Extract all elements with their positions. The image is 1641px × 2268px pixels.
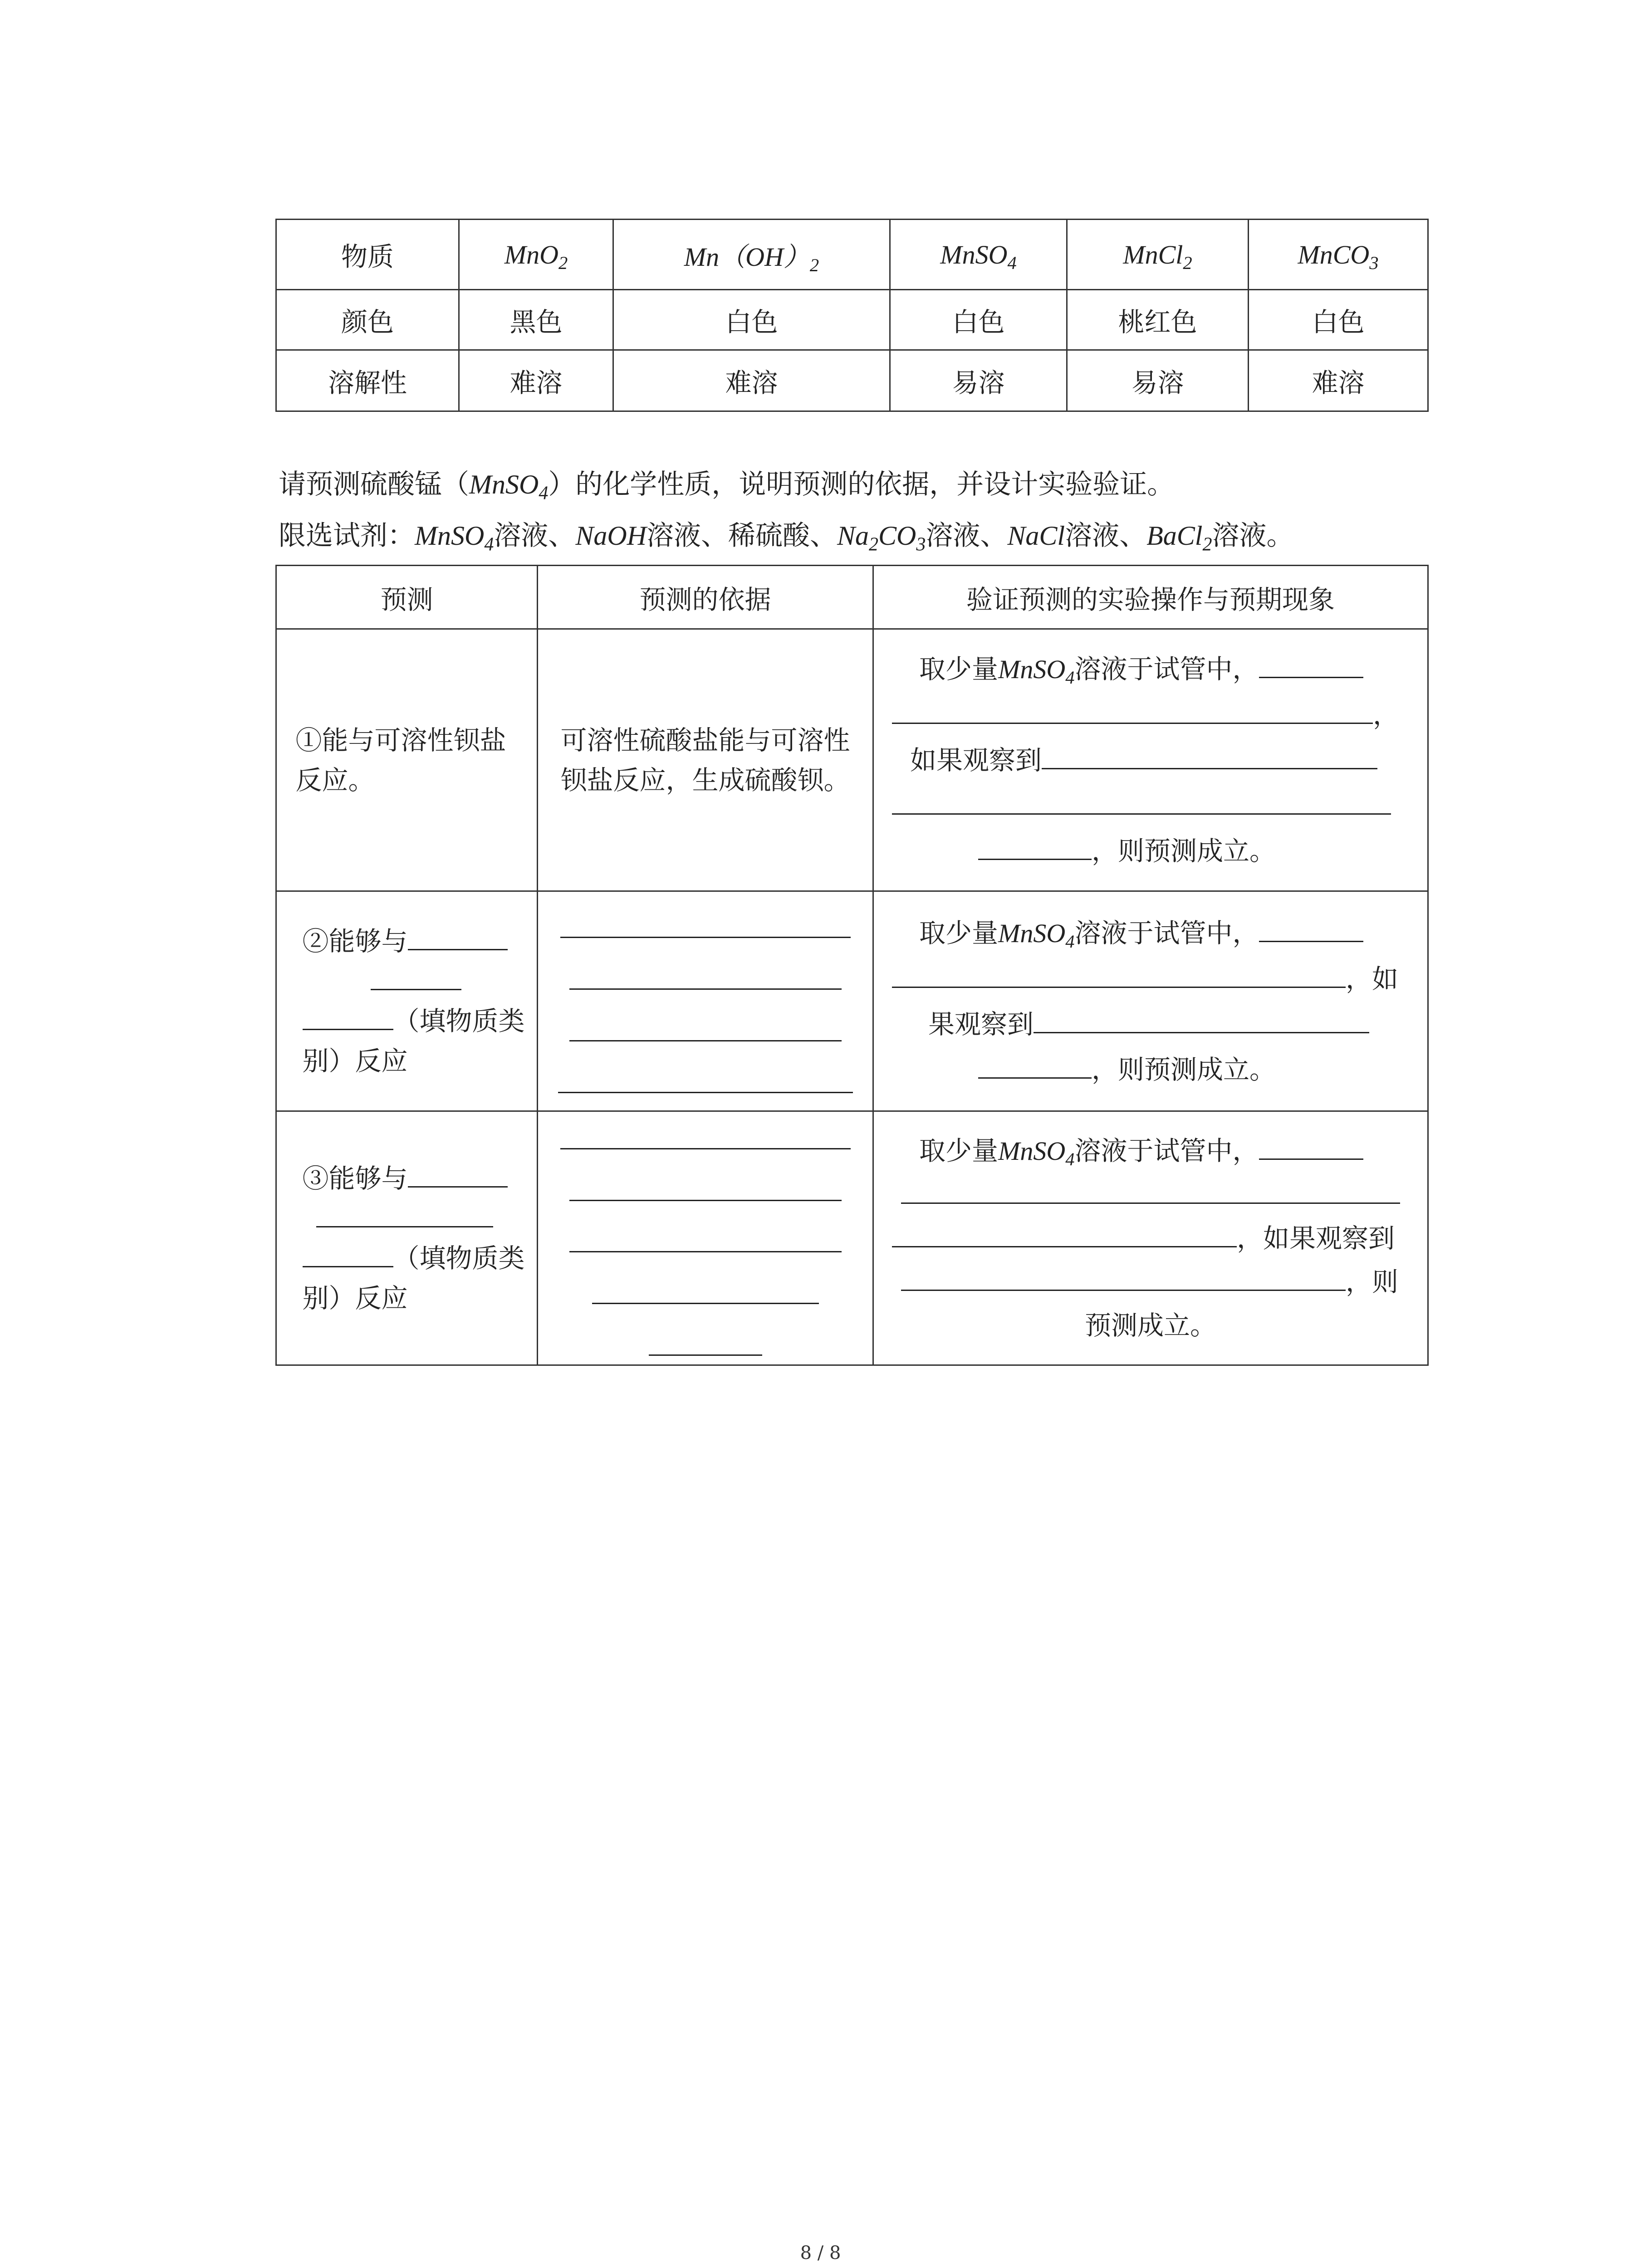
- color-cell: 白色: [890, 290, 1067, 350]
- color-cell: 桃红色: [1067, 290, 1249, 350]
- basis-cell: [538, 891, 873, 1111]
- answer-blank[interactable]: [303, 1001, 393, 1030]
- answer-blank[interactable]: [1259, 649, 1363, 678]
- answer-blank[interactable]: [408, 921, 508, 950]
- header-solubility: 溶解性: [276, 350, 459, 411]
- substance-cell: $Mn(OH)_2$: [613, 220, 890, 290]
- basis-cell: [538, 629, 873, 891]
- answer-blank[interactable]: [558, 1064, 853, 1093]
- prediction-row-2: [276, 891, 1428, 1111]
- answer-blank[interactable]: [592, 1275, 819, 1304]
- color-cell: 白色: [613, 290, 890, 350]
- answer-blank[interactable]: [303, 1238, 393, 1267]
- header-basis: 预测的依据: [538, 566, 873, 629]
- prediction-row-3: [276, 1111, 1428, 1365]
- question-text: 请预测硫酸锰（MnSO$_4$）的化学性质，说明预测的依据，并设计实验验证。: [279, 469, 1175, 504]
- substance-cell: MnO$_2$: [459, 220, 613, 290]
- solubility-cell: 难溶: [459, 350, 613, 411]
- color-row: [276, 290, 1428, 350]
- answer-blank[interactable]: [892, 786, 1391, 815]
- answer-blank[interactable]: [569, 1172, 842, 1201]
- header-color: 颜色: [276, 290, 459, 350]
- header-substance: 物质: [276, 220, 459, 290]
- answer-blank[interactable]: [569, 1224, 842, 1253]
- operation-cell: 取少量MnSO$_4$溶液于试管中， ，如 果观察到 ，则预测成立。: [873, 891, 1428, 1111]
- operation-cell: 取少量MnSO$_4$溶液于试管中， ，如果观察到 ，则 预测成立。: [873, 1111, 1428, 1365]
- basis-cell: [538, 1111, 873, 1365]
- solubility-cell: 易溶: [1067, 350, 1249, 411]
- page-number: 8 / 8: [800, 2243, 841, 2263]
- substance-row: [276, 220, 1428, 290]
- prediction-cell: [276, 629, 538, 891]
- answer-blank[interactable]: [569, 961, 842, 990]
- prediction-cell: ③能够与 （填物质类别）反应: [276, 1111, 538, 1365]
- answer-blank[interactable]: [371, 961, 461, 990]
- header-prediction: 预测: [276, 566, 538, 629]
- prediction-text: ①能与可溶性钡盐反应。: [295, 724, 506, 796]
- answer-blank[interactable]: [1042, 740, 1377, 769]
- solubility-cell: 难溶: [613, 350, 890, 411]
- reagents-text: 限选试剂：MnSO$_4$溶液、NaOH溶液、稀硫酸、$Na_2CO_3$溶液、NaCl溶液、BaCl$_2$溶液。: [279, 520, 1294, 555]
- answer-blank[interactable]: [1259, 913, 1363, 942]
- answer-blank[interactable]: [892, 1218, 1237, 1247]
- substance-cell: MnCO$_3$: [1249, 220, 1428, 290]
- prediction-row-1: [276, 629, 1428, 891]
- color-cell: 白色: [1249, 290, 1428, 350]
- solubility-cell: 易溶: [890, 350, 1067, 411]
- color-cell: 黑色: [459, 290, 613, 350]
- substance-cell: MnSO$_4$: [890, 220, 1067, 290]
- header-row: [276, 566, 1428, 629]
- operation-cell: 取少量MnSO$_4$溶液于试管中， ， 如果观察到 ，则预测成立。: [873, 629, 1428, 891]
- answer-blank[interactable]: [560, 1120, 851, 1149]
- answer-blank[interactable]: [901, 1262, 1346, 1291]
- substance-cell: MnCl$_2$: [1067, 220, 1249, 290]
- properties-table: [275, 219, 1429, 412]
- answer-blank[interactable]: [978, 831, 1092, 860]
- answer-blank[interactable]: [892, 959, 1346, 988]
- solubility-cell: 难溶: [1249, 350, 1428, 411]
- basis-text: 可溶性硫酸盐能与可溶性钡盐反应，生成硫酸钡。: [560, 724, 850, 796]
- answer-blank[interactable]: [649, 1327, 762, 1356]
- prediction-table: [275, 565, 1429, 1366]
- answer-blank[interactable]: [1259, 1131, 1363, 1160]
- solubility-row: [276, 350, 1428, 411]
- answer-blank[interactable]: [892, 695, 1373, 724]
- answer-blank[interactable]: [978, 1050, 1092, 1079]
- answer-blank[interactable]: [1034, 1004, 1369, 1033]
- answer-blank[interactable]: [901, 1175, 1400, 1204]
- answer-blank[interactable]: [560, 909, 851, 938]
- answer-blank[interactable]: [316, 1198, 493, 1227]
- answer-blank[interactable]: [569, 1012, 842, 1041]
- prediction-cell: ②能够与 （填物质类别）反应: [276, 891, 538, 1111]
- answer-blank[interactable]: [408, 1158, 508, 1188]
- header-operation: 验证预测的实验操作与预期现象: [873, 566, 1428, 629]
